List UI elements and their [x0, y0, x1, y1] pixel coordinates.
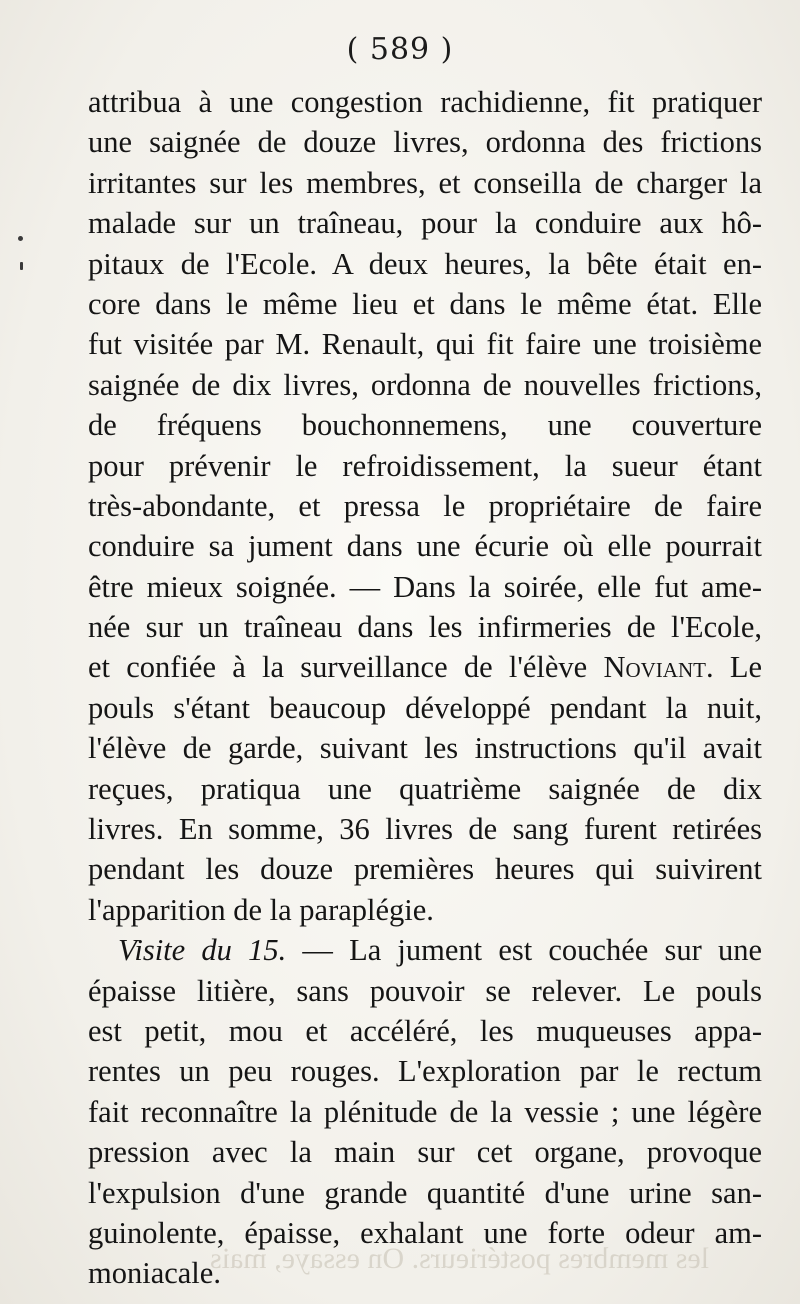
student-name: Noviant	[603, 650, 706, 685]
text-line: fait reconnaître la plénitude de la vessie ; une légère	[88, 1094, 762, 1129]
text-line: une saignée de douze livres, ordonna des frictions	[88, 125, 762, 160]
text-line: rentes un peu rouges. L'exploration par le rectum	[88, 1054, 762, 1089]
visit-heading: Visite du 15.	[118, 933, 287, 968]
text-line: épaisse litière, sans pouvoir se relever. Le pouls	[88, 973, 762, 1008]
text-line: née sur un traîneau dans les infirmeries de l'Ecole,	[88, 610, 762, 645]
text-line: est petit, mou et accéléré, les muqueuses appa-	[88, 1013, 762, 1048]
visit-heading-line	[88, 930, 762, 970]
text-line: malade sur un traîneau, pour la conduire aux hô-	[88, 206, 762, 241]
text-segment: . Le	[705, 650, 762, 685]
text-line: très-abondante, et pressa le propriétaire de faire	[88, 488, 762, 523]
text-line: l'élève de garde, suivant les instructions qu'il avait	[88, 731, 762, 766]
text-segment: et confiée à la surveillance de l'élève	[88, 650, 588, 685]
body-text	[88, 82, 762, 1294]
text-line: pitaux de l'Ecole. A deux heures, la bête était en-	[88, 246, 762, 281]
text-line: conduire sa jument dans une écurie où elle pourrait	[88, 529, 762, 564]
text-line: l'apparition de la paraplégie.	[88, 892, 434, 927]
margin-speck	[20, 262, 23, 270]
text-line: de fréquens bouchonnemens, une couverture	[88, 408, 762, 443]
page-number: ( 589 )	[346, 32, 454, 67]
bleed-through-text: les membres postérieurs. On essaye, mais	[210, 1242, 710, 1275]
text-line: pendant les douze premières heures qui suivirent	[88, 852, 762, 887]
text-line: core dans le même lieu et dans le même état. Elle	[88, 286, 762, 321]
text-line: livres. En somme, 36 livres de sang furent retirées	[88, 812, 762, 847]
text-line: reçues, pratiqua une quatrième saignée de dix	[88, 771, 762, 806]
text-line: fut visitée par M. Renault, qui fit faire une troisième	[88, 327, 762, 362]
text-line: pour prévenir le refroidissement, la sueur étant	[88, 448, 762, 483]
text-segment: — La jument est couchée sur une	[302, 933, 762, 968]
text-line: attribua à une congestion rachidienne, fit pratiquer	[88, 85, 762, 119]
text-line: être mieux soignée. — Dans la soirée, elle fut ame-	[88, 569, 762, 604]
text-line: l'expulsion d'une grande quantité d'une urine san-	[88, 1175, 762, 1210]
text-line: irritantes sur les membres, et conseilla de charger la	[88, 165, 762, 200]
text-line-with-name	[88, 647, 762, 687]
text-line: saignée de dix livres, ordonna de nouvelles frictions,	[88, 367, 762, 402]
text-line: pouls s'étant beaucoup développé pendant la nuit,	[88, 690, 762, 725]
text-line: guinolente, épaisse, exhalant une forte odeur am-	[88, 1215, 762, 1250]
margin-speck	[18, 236, 23, 241]
text-line: moniacale.	[88, 1256, 221, 1291]
text-line: pression avec la main sur cet organe, provoque	[88, 1135, 762, 1170]
